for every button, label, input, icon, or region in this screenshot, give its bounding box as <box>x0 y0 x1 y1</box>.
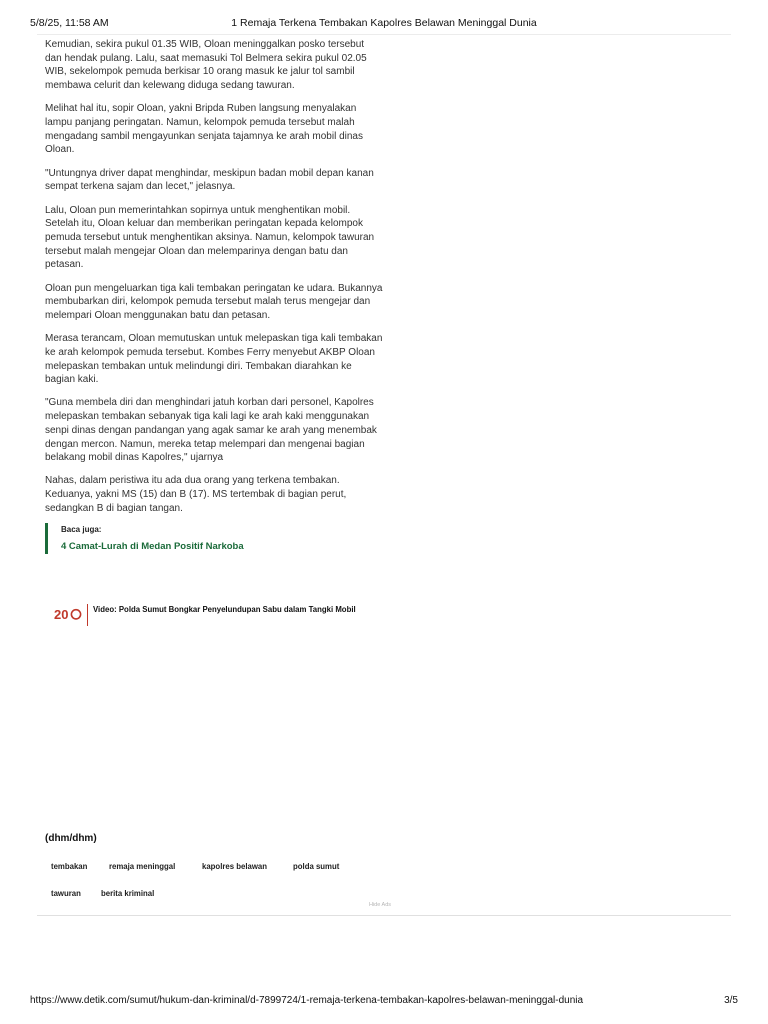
tag-item[interactable]: kapolres belawan <box>202 862 268 871</box>
print-datetime: 5/8/25, 11:58 AM <box>30 17 109 29</box>
tag-item[interactable]: polda sumut <box>293 862 340 871</box>
header-divider <box>37 34 731 35</box>
svg-text:20: 20 <box>54 607 69 622</box>
print-footer <box>30 995 738 1009</box>
20detik-logo-icon <box>54 606 82 622</box>
footer-divider <box>37 915 731 916</box>
article-paragraph: "Untungnya driver dapat menghindar, meskipun badan mobil depan kanan sempat terkena sajam dan lecet," jelasnya. <box>45 167 374 193</box>
tag-item[interactable]: tembakan <box>51 862 88 871</box>
author-credit: (dhm/dhm) <box>45 833 97 844</box>
read-also-label: Baca juga: <box>61 525 102 534</box>
print-url: https://www.detik.com/sumut/hukum-dan-kriminal/d-7899724/1-remaja-terkena-tembakan-kapolres-belawan-meninggal-dunia <box>30 995 584 1006</box>
article-paragraph: Melihat hal itu, sopir Oloan, yakni Bripda Ruben langsung menyalakan lampu panjang peringatan. Namun, kelompok pemuda tersebut malah mengadang sambil mengayunkan senjata tajamnya ke arah mobil dinas Oloan. <box>45 103 363 156</box>
print-page-title: 1 Remaja Terkena Tembakan Kapolres Belawan Meninggal Dunia <box>231 17 537 29</box>
video-block[interactable] <box>54 604 374 628</box>
article-paragraph: Kemudian, sekira pukul 01.35 WIB, Oloan meninggalkan posko tersebut dan hendak pulang. Lalu, saat memasuki Tol Belmera sekira pukul 02.05 WIB, sekelompok pemuda berkisar 10 orang masuk ke jalur tol sambil membawa celurit dan kelewang diduga sedang tawuran. <box>45 39 367 92</box>
read-also-box <box>45 523 375 554</box>
article-paragraph: Nahas, dalam peristiwa itu ada dua orang yang terkena tembakan. Keduanya, yakni MS (15) dan B (17). MS tertembak di bagian perut, sedangkan B di bagian tangan. <box>45 475 347 514</box>
print-page-number: 3/5 <box>724 995 738 1006</box>
article-paragraph: Lalu, Oloan pun memerintahkan sopirnya untuk menghentikan mobil. Setelah itu, Oloan keluar dan memberikan peringatan kepada kelompok pemuda tersebut untuk menghentikan aksinya. Namun, kelompok tawuran tersebut malah mengejar Oloan dan melemparinya dengan batu dan petasan. <box>45 204 375 271</box>
video-title[interactable]: Video: Polda Sumut Bongkar Penyelundupan Sabu dalam Tangki Mobil <box>93 605 356 614</box>
article-paragraph: "Guna membela diri dan menghindari jatuh korban dari personel, Kapolres melepaskan tembakan sebanyak tiga kali lagi ke arah kaki menggunakan senpi dinas dengan pandangan yang agak samar ke arah yang menembak dengan mercon. Namun, mereka tetap melempari dan mengenai bagian belakang mobil dinas Kapolres," ujarnya <box>45 397 377 464</box>
article-paragraph: Merasa terancam, Oloan memutuskan untuk melepaskan tiga kali tembakan ke arah kelompok pemuda tersebut. Kombes Ferry menyebut AKBP Oloan melepaskan tembakan untuk melindungi diri. Tembakan diarahkan ke bagian kaki. <box>45 333 383 386</box>
tag-item[interactable]: remaja meninggal <box>109 862 176 871</box>
article-paragraph: Oloan pun mengeluarkan tiga kali tembakan peringatan ke udara. Bukannya membubarkan diri, kelompok pemuda tersebut malah terus mengejar dan melempari Oloan menggunakan batu dan petasan. <box>45 282 383 321</box>
article-body <box>45 38 383 525</box>
read-also-link[interactable]: 4 Camat-Lurah di Medan Positif Narkoba <box>61 541 244 552</box>
hide-ads-link[interactable]: Hide Ads <box>368 902 391 908</box>
print-header <box>30 17 738 31</box>
tag-item[interactable]: berita kriminal <box>101 889 155 898</box>
video-divider <box>87 604 88 626</box>
tag-item[interactable]: tawuran <box>51 889 81 898</box>
